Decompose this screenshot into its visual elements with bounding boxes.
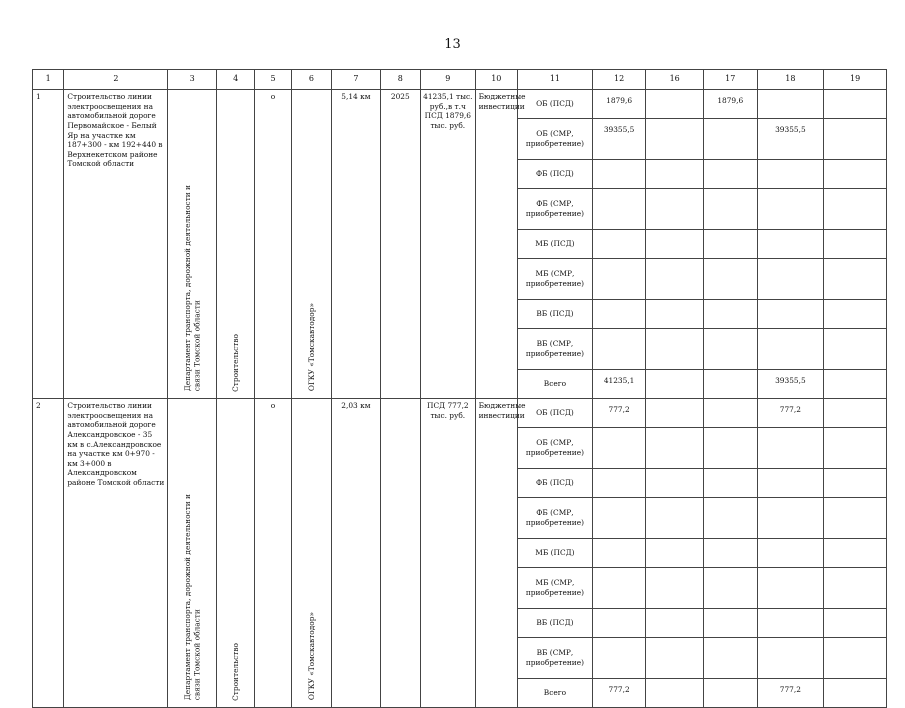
value-cell: 777,2 xyxy=(592,679,646,708)
budget-table xyxy=(32,69,887,708)
value-cell xyxy=(592,189,646,230)
value-cell xyxy=(646,160,704,189)
value-cell xyxy=(592,638,646,679)
value-cell: 1879,6 xyxy=(592,90,646,119)
column-header: 6 xyxy=(291,70,331,90)
value-cell xyxy=(824,370,887,399)
value-cell xyxy=(703,679,757,708)
value-cell xyxy=(592,300,646,329)
source-label: ФБ (ПСД) xyxy=(518,469,593,498)
source-label: МБ (СМР, приобретение) xyxy=(518,259,593,300)
value-cell xyxy=(703,119,757,160)
column-header: 10 xyxy=(475,70,517,90)
value-cell xyxy=(824,469,887,498)
source-label: ВБ (ПСД) xyxy=(518,300,593,329)
value-cell xyxy=(703,230,757,259)
value-cell xyxy=(824,679,887,708)
value-cell xyxy=(703,160,757,189)
source-label: ВБ (СМР, приобретение) xyxy=(518,638,593,679)
value-cell xyxy=(824,498,887,539)
source-label: ОБ (СМР, приобретение) xyxy=(518,428,593,469)
value-cell xyxy=(757,498,824,539)
department-cell xyxy=(168,90,217,399)
value-cell xyxy=(592,230,646,259)
value-cell xyxy=(824,230,887,259)
value-cell xyxy=(824,160,887,189)
value-cell xyxy=(757,259,824,300)
value-cell xyxy=(824,399,887,428)
column-header: 9 xyxy=(421,70,476,90)
customer-label: ОГКУ «Томскавтодор» xyxy=(306,303,316,392)
value-cell xyxy=(646,370,704,399)
value-cell xyxy=(824,90,887,119)
column-header: 4 xyxy=(216,70,254,90)
value-cell xyxy=(646,259,704,300)
column-header: 18 xyxy=(757,70,824,90)
value-cell xyxy=(703,259,757,300)
value-cell xyxy=(646,679,704,708)
source-label: ФБ (ПСД) xyxy=(518,160,593,189)
department-cell xyxy=(168,399,217,708)
value-cell xyxy=(824,259,887,300)
value-cell xyxy=(757,469,824,498)
value-cell xyxy=(757,428,824,469)
value-cell xyxy=(646,119,704,160)
value-cell xyxy=(757,160,824,189)
funding-source: Бюджетные инвестиции xyxy=(475,399,517,708)
object-name: Строительство линии электроосвещения на автомобильной дороге Александровское - 35 км в с.Александровское на участке км 0+970 - км 3+000 в Александровском районе Томской области xyxy=(64,399,168,708)
value-cell xyxy=(646,539,704,568)
value-cell xyxy=(646,329,704,370)
value-cell xyxy=(703,329,757,370)
year-value xyxy=(380,399,420,708)
value-cell xyxy=(757,609,824,638)
length-value: 2,03 км xyxy=(332,399,381,708)
column-header: 7 xyxy=(332,70,381,90)
value-cell xyxy=(757,329,824,370)
value-cell: 777,2 xyxy=(757,399,824,428)
source-label: ВБ (СМР, приобретение) xyxy=(518,329,593,370)
value-cell xyxy=(592,428,646,469)
department-label: Департамент транспорта, дорожной деятельности и связи Томской области xyxy=(182,185,202,392)
value-cell: 39355,5 xyxy=(757,119,824,160)
value-cell xyxy=(592,568,646,609)
construction-type-label: Строительство xyxy=(230,333,240,392)
col5-value: о xyxy=(255,399,291,708)
source-label: МБ (ПСД) xyxy=(518,539,593,568)
row-number: 2 xyxy=(33,399,64,708)
value-cell xyxy=(646,469,704,498)
construction-type-label: Строительство xyxy=(230,642,240,701)
value-cell xyxy=(824,609,887,638)
value-cell xyxy=(757,300,824,329)
value-cell xyxy=(703,428,757,469)
value-cell xyxy=(757,90,824,119)
value-cell xyxy=(824,638,887,679)
source-label: МБ (СМР, приобретение) xyxy=(518,568,593,609)
value-cell xyxy=(646,189,704,230)
column-header: 5 xyxy=(255,70,291,90)
column-header: 3 xyxy=(168,70,217,90)
source-label: ОБ (ПСД) xyxy=(518,90,593,119)
value-cell xyxy=(646,230,704,259)
value-cell xyxy=(757,638,824,679)
value-cell xyxy=(703,300,757,329)
column-header: 2 xyxy=(64,70,168,90)
value-cell xyxy=(824,539,887,568)
object-name: Строительство линии электроосвещения на автомобильной дороге Первомайское - Белый Яр на участке км 187+300 - км 192+440 в Верхнекетском районе Томской области xyxy=(64,90,168,399)
value-cell xyxy=(703,189,757,230)
value-cell xyxy=(592,469,646,498)
cost-value: 41235,1 тыс. руб.,в т.ч ПСД 1879,6 тыс. руб. xyxy=(421,90,476,399)
value-cell xyxy=(703,399,757,428)
value-cell xyxy=(824,568,887,609)
customer-label: ОГКУ «Томскавтодор» xyxy=(306,612,316,701)
value-cell: 777,2 xyxy=(757,679,824,708)
year-value: 2025 xyxy=(380,90,420,399)
value-cell xyxy=(646,638,704,679)
value-cell xyxy=(646,428,704,469)
value-cell xyxy=(592,609,646,638)
value-cell xyxy=(592,259,646,300)
source-label: ФБ (СМР, приобретение) xyxy=(518,189,593,230)
value-cell xyxy=(824,300,887,329)
value-cell xyxy=(592,498,646,539)
col5-value: о xyxy=(255,90,291,399)
value-cell: 39355,5 xyxy=(757,370,824,399)
column-header: 12 xyxy=(592,70,646,90)
page-number: 13 xyxy=(444,37,461,52)
value-cell xyxy=(703,469,757,498)
value-cell xyxy=(824,119,887,160)
value-cell xyxy=(757,230,824,259)
value-cell: 41235,1 xyxy=(592,370,646,399)
value-cell xyxy=(824,189,887,230)
value-cell xyxy=(757,189,824,230)
cost-value: ПСД 777,2 тыс. руб. xyxy=(421,399,476,708)
value-cell xyxy=(703,609,757,638)
value-cell xyxy=(646,609,704,638)
value-cell xyxy=(703,370,757,399)
value-cell xyxy=(703,568,757,609)
source-label: ОБ (ПСД) xyxy=(518,399,593,428)
column-header: 1 xyxy=(33,70,64,90)
department-label: Департамент транспорта, дорожной деятельности и связи Томской области xyxy=(182,494,202,701)
row-number: 1 xyxy=(33,90,64,399)
customer-cell xyxy=(291,90,331,399)
value-cell xyxy=(646,498,704,539)
value-cell xyxy=(703,638,757,679)
source-label: ОБ (СМР, приобретение) xyxy=(518,119,593,160)
source-label: ФБ (СМР, приобретение) xyxy=(518,498,593,539)
value-cell xyxy=(592,329,646,370)
value-cell xyxy=(646,568,704,609)
header-row xyxy=(33,70,887,90)
value-cell: 777,2 xyxy=(592,399,646,428)
value-cell xyxy=(703,498,757,539)
value-cell: 1879,6 xyxy=(703,90,757,119)
value-cell xyxy=(824,329,887,370)
construction-type-cell xyxy=(216,399,254,708)
table-row xyxy=(33,90,887,119)
value-cell xyxy=(646,399,704,428)
value-cell xyxy=(646,300,704,329)
value-cell xyxy=(703,539,757,568)
value-cell xyxy=(757,568,824,609)
value-cell xyxy=(592,160,646,189)
source-label: ВБ (ПСД) xyxy=(518,609,593,638)
column-header: 11 xyxy=(518,70,593,90)
source-label: Всего xyxy=(518,679,593,708)
value-cell: 39355,5 xyxy=(592,119,646,160)
customer-cell xyxy=(291,399,331,708)
construction-type-cell xyxy=(216,90,254,399)
source-label: МБ (ПСД) xyxy=(518,230,593,259)
column-header: 17 xyxy=(703,70,757,90)
column-header: 8 xyxy=(380,70,420,90)
table-row xyxy=(33,399,887,428)
value-cell xyxy=(592,539,646,568)
value-cell xyxy=(646,90,704,119)
source-label: Всего xyxy=(518,370,593,399)
length-value: 5,14 км xyxy=(332,90,381,399)
value-cell xyxy=(757,539,824,568)
column-header: 16 xyxy=(646,70,704,90)
column-header: 19 xyxy=(824,70,887,90)
funding-source: Бюджетные инвестиции xyxy=(475,90,517,399)
value-cell xyxy=(824,428,887,469)
